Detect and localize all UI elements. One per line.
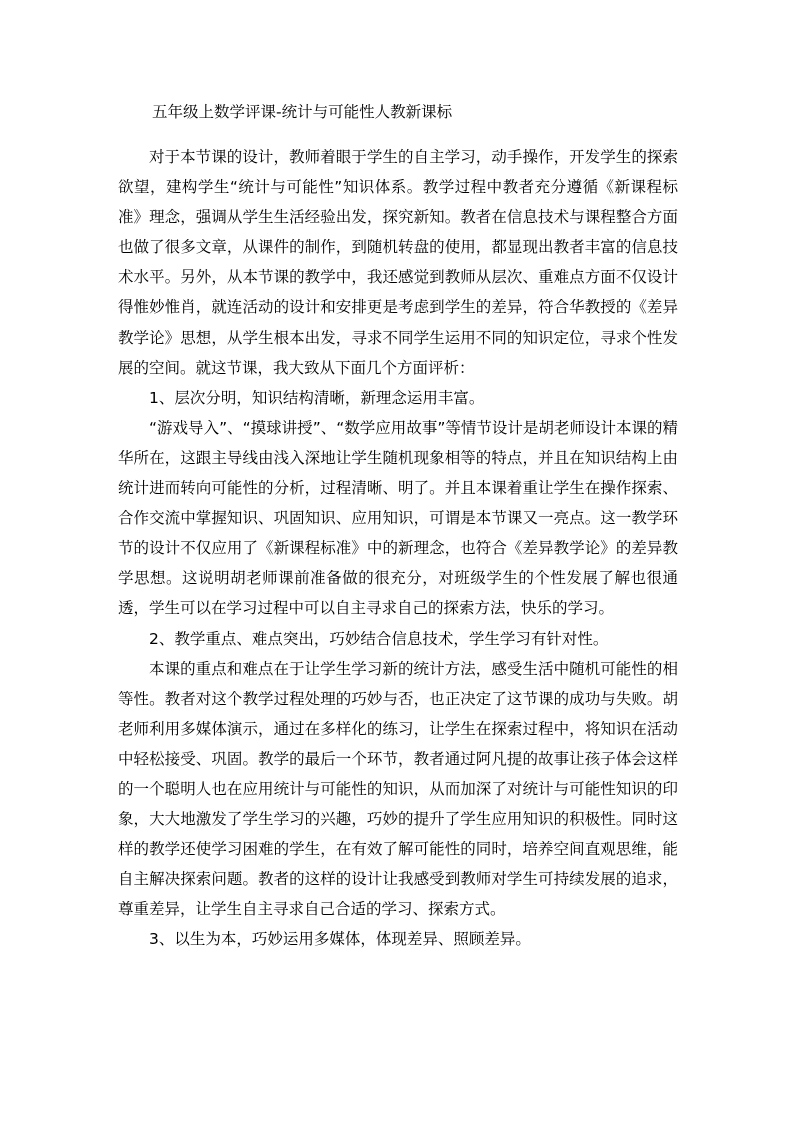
document-title: 五年级上数学评课-统计与可能性人教新课标	[152, 103, 453, 121]
document-body	[118, 100, 678, 955]
paragraph-intro: 对于本节课的设计，教师着眼于学生的自主学习，动手操作，开发学生的探索欲望，建构学生“统计与可能性”知识体系。教学过程中教者充分遵循《新课程标准》理念，强调从学生生活经验出发，探究新知。教者在信息技术与课程整合方面也做了很多文章，从课件的制作，到随机转盘的使用，都显现出教者丰富的信息技术水平。另外，从本节课的教学中，我还感觉到教师从层次、重难点方面不仅设计得惟妙惟肖，就连活动的设计和安排更是考虑到学生的差异，符合华教授的《差异教学论》思想，从学生根本出发，寻求不同学生运用不同的知识定位，寻求个性发展的空间。就这节课，我大致从下面几个方面评析：	[118, 148, 678, 377]
section-heading-1: 1、层次分明，知识结构清晰，新理念运用丰富。	[149, 388, 485, 407]
section-heading-3: 3、以生为本，巧妙运用多媒体，体现差异、照顾差异。	[149, 930, 531, 949]
paragraph-section-2: 本课的重点和难点在于让学生学习新的统计方法，感受生活中随机可能性的相等性。教者对这个教学过程处理的巧妙与否，也正决定了这节课的成功与失败。胡老师利用多媒体演示，通过在多样化的练习，让学生在探索过程中，将知识在活动中轻松接受、巩固。教学的最后一个环节，教者通过阿凡提的故事让孩子体会这样的一个聪明人也在应用统计与可能性的知识，从而加深了对统计与可能性知识的印象，大大地激发了学生学习的兴趣，巧妙的提升了学生应用知识的积极性。同时这样的教学还使学习困难的学生，在有效了解可能性的同时，培养空间直观思维，能自主解决探索问题。教者的这样的设计让我感受到教师对学生可持续发展的追求，尊重差异，让学生自主寻求自己合适的学习、探索方式。	[118, 659, 678, 919]
section-heading-2: 2、教学重点、难点突出，巧妙结合信息技术，学生学习有针对性。	[149, 629, 609, 648]
paragraph-section-1: “游戏导入”、“摸球讲授”、“数学应用故事”等情节设计是胡老师设计本课的精华所在，这跟主导线由浅入深地让学生随机现象相等的特点，并且在知识结构上由统计进而转向可能性的分析，过程清晰、明了。并且本课着重让学生在操作探索、合作交流中掌握知识、巩固知识、应用知识，可谓是本节课又一亮点。这一教学环节的设计不仅应用了《新课程标准》中的新理念，也符合《差异教学论》的差异教学思想。这说明胡老师课前准备做的很充分，对班级学生的个性发展了解也很通透，学生可以在学习过程中可以自主寻求自己的探索方法，快乐的学习。	[118, 418, 678, 618]
